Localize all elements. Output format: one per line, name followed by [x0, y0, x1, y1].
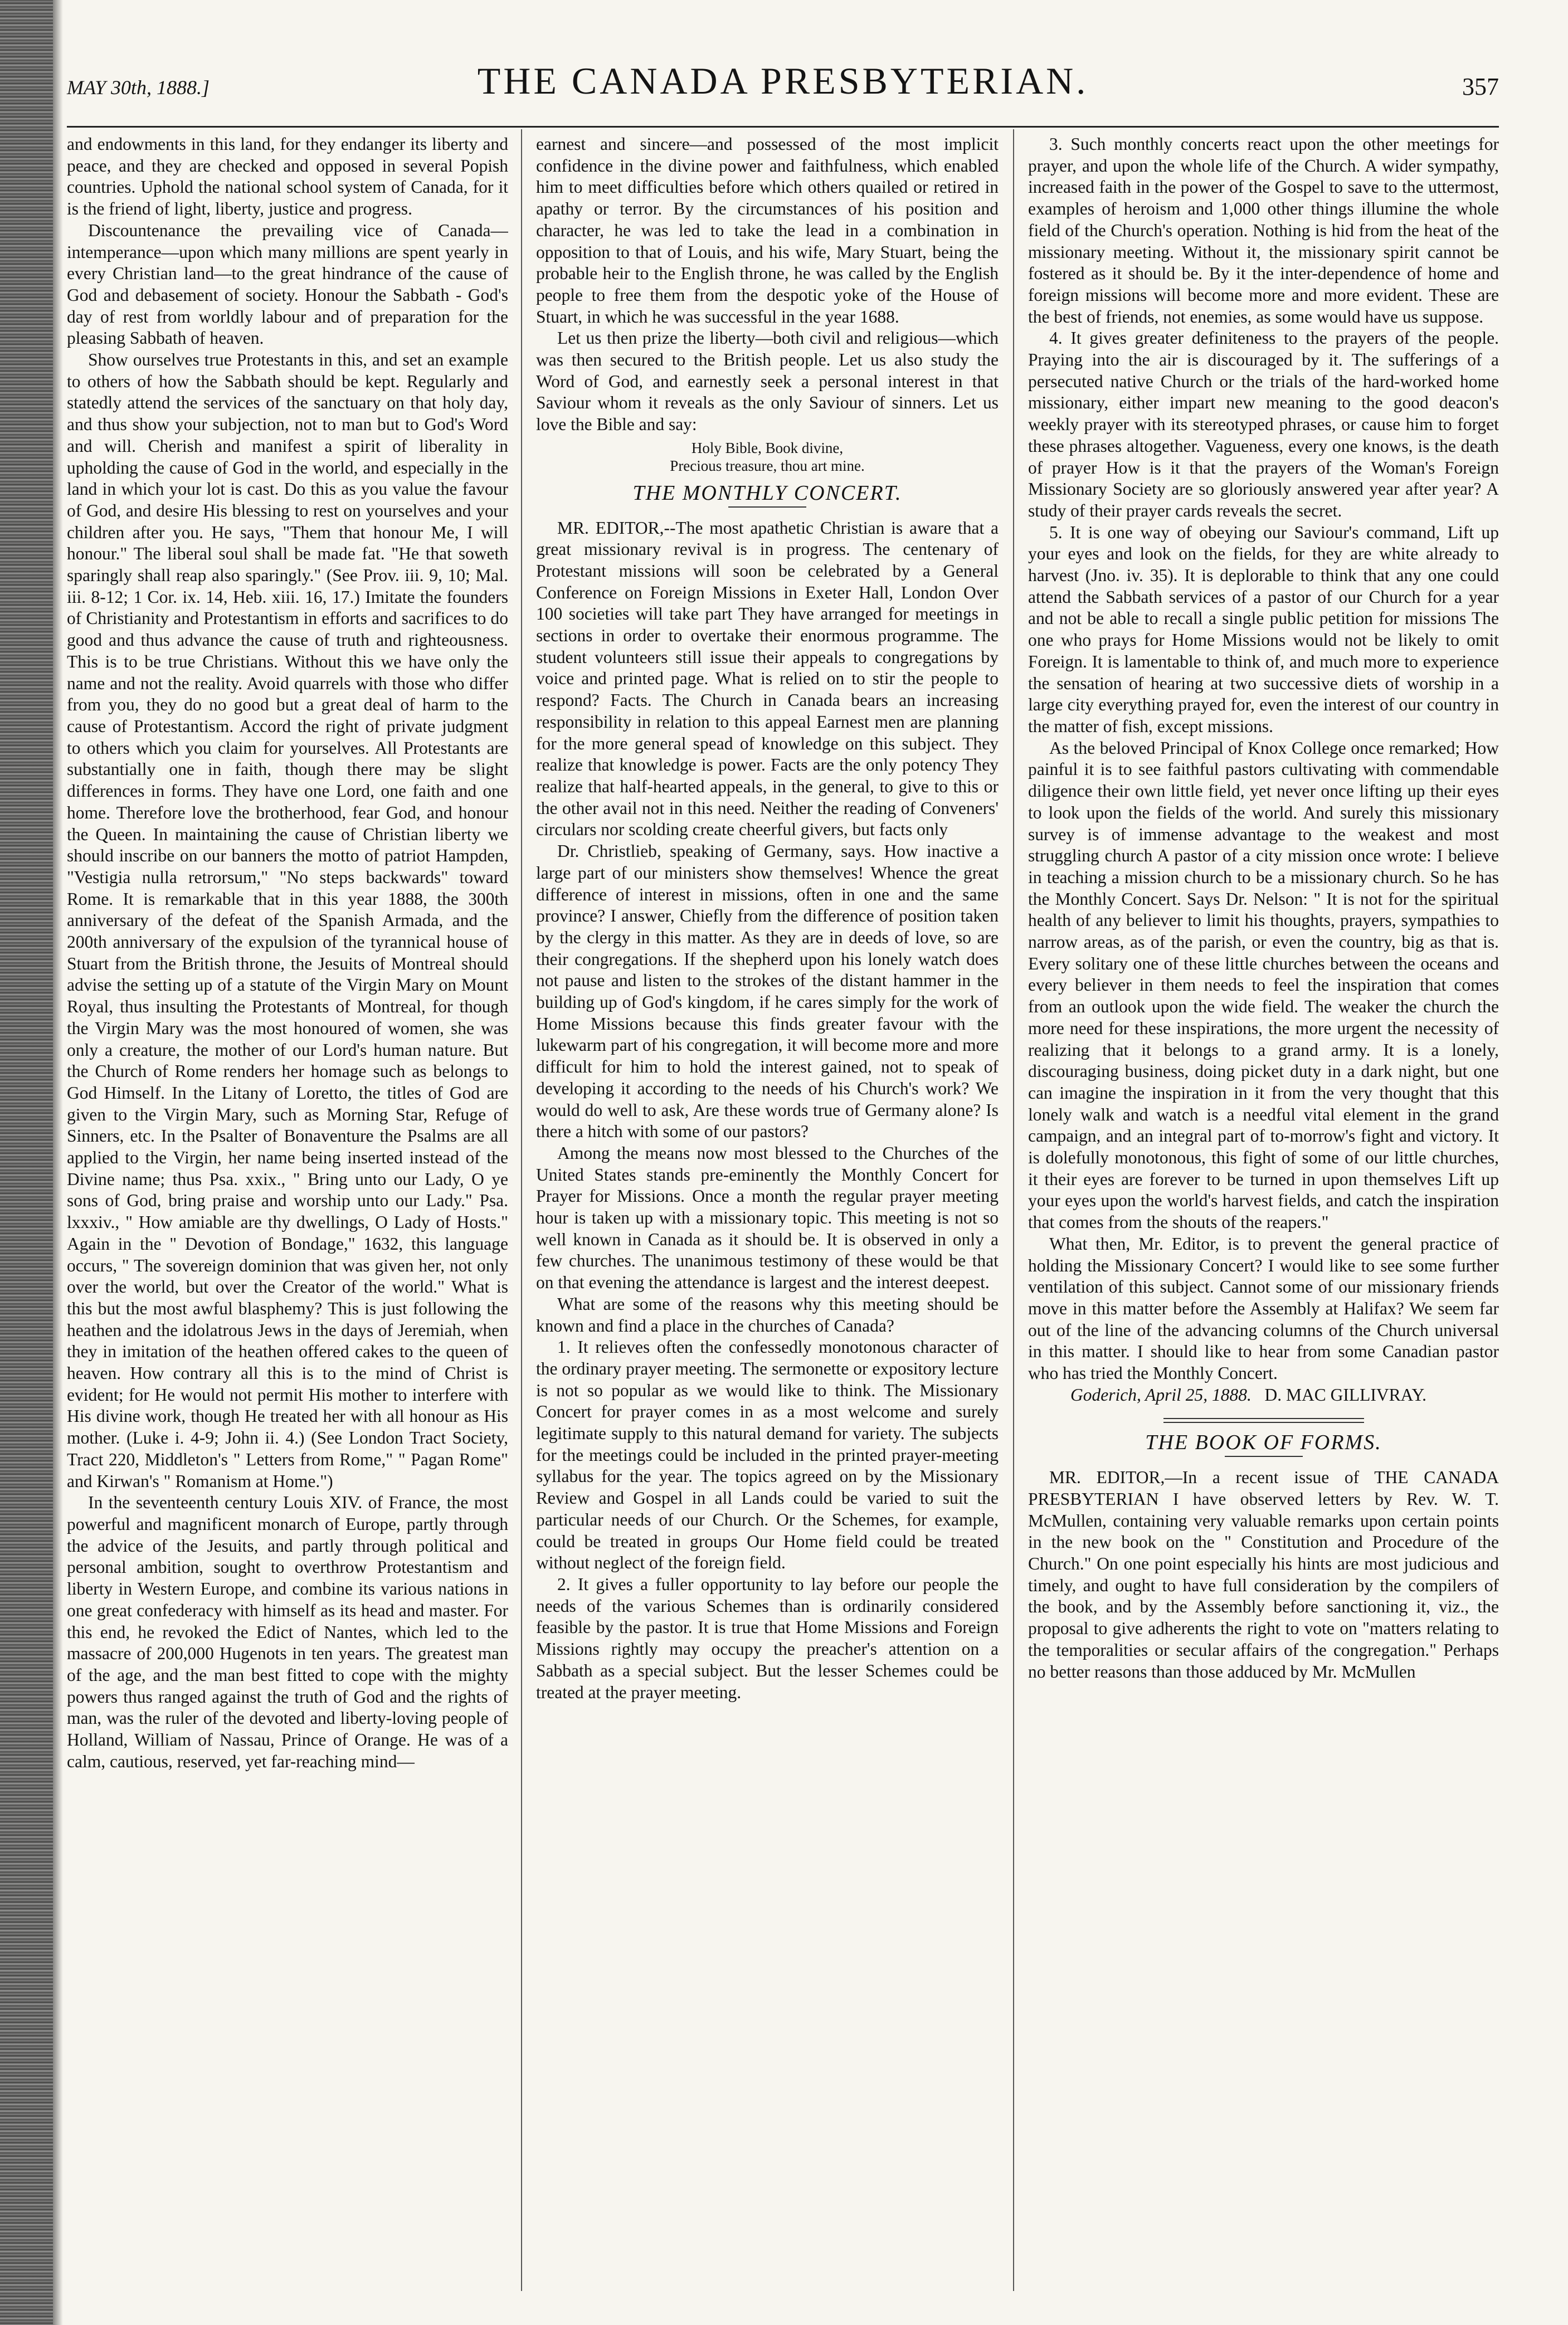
paragraph: MR. EDITOR,--The most apathetic Christian is aware that a great missionary revival is in progress. The centenary of Protestant missions will soon be celebrated by a General Conference on Foreign Missions in Exeter Hall, London Over 100 societies will take part They have arranged for meetings in sections in order to overtake their enormous programme. The student volunteers still issue their appeals to congregations by voice and printed page. What is relied on to stir the people to respond? Facts. The Church in Canada bears an increasing responsibility in relation to this appeal Earnest men are planning for the more general spead of knowledge on this subject. They realize that knowledge is power. Facts are the only potency They realize that half-hearted appeals, in the general, to give to this or the other avail not in this need. Neither the reading of Conveners' circulars nor scolding create cheerful givers, but facts only	[536, 518, 999, 840]
paragraph: MR. EDITOR,—In a recent issue of THE CANADA PRESBYTERIAN I have observed letters by Rev. W. T. McMullen, containing very valuable remarks upon certain points in the new book on the " Constitution and Procedure of the Church." On one point especially his hints are most judicious and timely, and ought to have full consideration by the compilers of the book, and by the Assembly before sanctioning it, viz., the proposal to give adherents the right to vote on "matters relating to the temporalities or secular affairs of the congregation." Perhaps no better reasons than those adduced by Mr. McMullen	[1028, 1468, 1499, 1681]
newspaper-title: THE CANADA PRESBYTERIAN.	[477, 60, 1089, 102]
section-title-monthly-concert: THE MONTHLY CONCERT.	[632, 481, 902, 505]
paragraph: Show ourselves true Protestants in this, and set an example to others of how the Sabbath should be kept. Regularly and statedly attend the services of the sanctuary on that holy day, and thus show your subjection, not to man but to God's Word and will. Cherish and manifest a spirit of liberality in upholding the cause of God in the world, and especially in the land in which your lot is cast. Do this as you value the favour of God, and desire His blessing to rest on yourselves and your children after you. He says, "Them that honour Me, I will honour." The liberal soul shall be made fat. "He that soweth sparingly shall reap also sparingly." (See Prov. iii. 9, 10; Mal. iii. 8-12; 1 Cor. ix. 14, Heb. xiii. 16, 17.) Imitate the founders of Christianity and Protestantism in efforts and sacrifices to do good and thus advance the cause of truth and righteousness. This is to be true Christians. Without this we have only the name and not the reality. Avoid quarrels with those who differ from you, they do no good but a great deal of harm to the cause of Protestantism. Accord the right of private judgment to others which you claim for yourselves. All Protestants are substantially one in faith, though there may be slight differences in forms. They have one Lord, one faith and one home. Therefore love the brotherhood, fear God, and honour the Queen. In maintaining the cause of Christian liberty we should inscribe on our banners the motto of patriot Hampden, "Vestigia nulla retrorsum," "No steps backwards" toward Rome. It is remarkable that in this year 1888, the 300th anniversary of the defeat of the Spanish Armada, and the 200th anniversary of the expulsion of the tyrannical house of Stuart from the British throne, the Jesuits of Montreal should advise the setting up of a statute of the Virgin Mary on Mount Royal, thus insulting the Protestants of Montreal, for though the Virgin Mary was the most honoured of women, she was only a creature, the mother of our Lord's human nature. But the Church of Rome renders her homage such as belongs to God Himself. In the Litany of Loretto, the titles of God are given to the Virgin Mary, such as Morning Star, Refuge of Sinners, etc. In the Psalter of Bonaventure the Psalms are all applied to the Virgin, her name being inserted instead of the Divine name; thus Psa. xxix., " Bring unto our Lady, O ye sons of God, bring praise and worship unto our Lady." Psa. lxxxiv., " How amiable are thy dwellings, O Lady of Hosts." Again in the " Devotion of Bondage," 1632, this language occurs, " The sovereign dominion that was given her, not only over the world, but over the Creator of the world." What is this but the most awful blasphemy? This is just following the heathen and the idolatrous Jews in the days of Jeremiah, when they in imitation of the heathen offered cakes to the queen of heaven. How contrary all this is to the mind of Christ is evident; for He would not permit His mother to interfere with His divine work, though He treated her with all honour as His mother. (Luke i. 4-9; John ii. 4.) (See London Tract Society, Tract 220, Middleton's " Letters from Rome," " Pagan Rome" and Kirwan's " Romanism at Home.")	[67, 350, 508, 1491]
article-separator	[1163, 1418, 1364, 1423]
paragraph: 3. Such monthly concerts react upon the other meetings for prayer, and upon the whole life of the Church. A wider sympathy, increased faith in the power of the Gospel to save to the uttermost, examples of heroism and 1,000 other things illumine the whole field of the Church's operation. Nothing is hid from the heat of the missionary meeting. Without it, the missionary spirit cannot be fostered as it should be. By it the inter-dependence of home and foreign missions will become more and more evident. These are the best of friends, not enemies, as some would have us suppose.	[1028, 134, 1499, 326]
verse-line: Holy Bible, Book divine,	[691, 439, 844, 456]
paragraph: As the beloved Principal of Knox College once remarked; How painful it is to see faithful pastors cultivating with commendable diligence their own little field, yet never once lifting up their eyes to look upon the fields of the world. And surely this missionary survey is of immense advantage to the weakest and most struggling church A pastor of a city mission once wrote: I believe in teaching a mission church to be a missionary church. So he has the Monthly Concert. Says Dr. Nelson: " It is not for the spiritual health of any believer to limit his thoughts, prayers, sympathies to narrow areas, as of the parish, or even the country, big as that is. Every solitary one of these little churches between the oceans and every believer in them needs to feel the inspiration that comes from an outlook upon the wide field. The weaker the church the more need for these inspirations, the more urgent the necessity of realizing that it belongs to a grand army. It is a lonely, discouraging business, doing picket duty in a dark night, but one can imagine the inspiration in it from the very thought that this lonely walk and watch is a needful vital element in the grand campaign, and an integral part of to-morrow's fight and victory. It is dolefully monotonous, this fight of some of our little churches, it their eyes are forever to be turned in upon themselves Lift up your eyes upon the world's harvest fields, and catch the inspiration that comes from the shouts of the reapers."	[1028, 738, 1499, 1232]
section-rule	[1225, 1456, 1303, 1457]
paragraph: In the seventeenth century Louis XIV. of France, the most powerful and magnificent monarch of Europe, partly through the advice of the Jesuits, and partly through political and personal ambition, sought to overthrow Protestantism and liberty in Western Europe, and combine its various nations in one great confederacy with himself as its head and master. For this end, he revoked the Edict of Nantes, which led to the massacre of 200,000 Hugenots in ten years. The greatest man of the age, and the man best fitted to cope with the mighty powers thus ranged against the truth of God and the rights of man, was the ruler of the devoted and liberty-loving people of Holland, William of Nassau, Prince of Orange. He was of a calm, cautious, reserved, yet far-reaching mind—	[67, 1493, 508, 1771]
paragraph: What then, Mr. Editor, is to prevent the general practice of holding the Missionary Concert? I would like to see some further ventilation of this subject. Cannot some of our missionary friends move in this matter before the Assembly at Halifax? We seem far out of the line of the advancing columns of the Church universal in this matter. I should like to hear from some Canadian pastor who has tried the Monthly Concert.	[1028, 1234, 1499, 1383]
verse-quote	[536, 439, 999, 475]
paragraph: earnest and sincere—and possessed of the most implicit confidence in the divine power and faithfulness, which enabled him to meet difficulties before which others quailed or retired in apathy or terror. By the circumstances of his position and character, he was led to take the lead in a combination in opposition to that of Louis, and his wife, Mary Stuart, being the probable heir to the English throne, he was called by the English people to free them from the despotic yoke of the House of Stuart, in which he was successful in the year 1688.	[536, 134, 999, 326]
paragraph: Discountenance the prevailing vice of Canada—intemperance—upon which many millions are spent yearly in every Christian land—to the great hindrance of the cause of God and debasement of society. Honour the Sabbath - God's day of rest from worldly labour and of preparation for the pleasing Sabbath of heaven.	[67, 220, 508, 348]
section-title-book-of-forms: THE BOOK OF FORMS.	[1145, 1431, 1382, 1455]
paragraph: 2. It gives a fuller opportunity to lay before our people the needs of the various Schemes than is ordinarily considered feasible by the pastor. It is true that Home Missions and Foreign Missions rightly may occupy the preacher's attention on a Sabbath as a special subject. But the lesser Schemes could be treated at the prayer meeting.	[536, 1575, 999, 1702]
paragraph: 4. It gives greater definiteness to the prayers of the people. Praying into the air is discouraged by it. The sufferings of a persecuted native Church or the trials of the hard-worked home missionary, either impart new meaning to the good deacon's weekly prayer with its stereotyped phrases, or cause him to forget these phrases altogether. Vagueness, every one knows, is the death of prayer How is it that the prayers of the Woman's Foreign Missionary Society are so gloriously answered year after year? A study of their prayer cards reveals the secret.	[1028, 328, 1499, 520]
signature-name: D. MAC GILLIVRAY.	[1264, 1385, 1427, 1405]
page-header	[67, 56, 1499, 117]
column-2	[536, 134, 999, 2295]
paragraph: and endowments in this land, for they endanger its liberty and peace, and they are checked and opposed in several Popish countries. Uphold the national school system of Canada, for it is the friend of light, liberty, justice and progress.	[67, 134, 508, 219]
column-divider-2	[1013, 129, 1014, 2291]
paragraph: Dr. Christlieb, speaking of Germany, says. How inactive a large part of our ministers show themselves! Whence the great difference of interest in missions, often in one and the same province? I answer, Chiefly from the difference of position taken by the clergy in this matter. As they are in deeds of love, so are their congregations. If the shepherd upon his lonely watch does not pause and listen to the strokes of the distant hammer in the building up of God's kingdom, if he cares simply for the work of Home Missions because this finds greater favour with the lukewarm part of his congregation, it will become more and more difficult for him to hold the interest gained, not to speak of developing it according to the needs of his Church's work? We would do well to ask, Are these words true of Germany alone? Is there a hitch with some of our pastors?	[536, 841, 999, 1142]
column-1	[67, 134, 508, 2295]
binding-gutter	[0, 0, 53, 2325]
verse-line: Precious treasure, thou art mine.	[670, 457, 865, 474]
column-3	[1028, 134, 1499, 2295]
paragraph: 1. It relieves often the confessedly monotonous character of the ordinary prayer meeting. The sermonette or expository lecture is not so popular as we would like to think. The Missionary Concert for prayer comes in as a most welcome and surely legitimate supply to this natural demand for variety. The subjects for the meetings could be included in the printed prayer-meeting syllabus for the year. The topics agreed on by the Missionary Review and Gospel in all Lands could be varied to suit the particular needs of our Church. Or the Schemes, for example, could be treated in groups Our Home field could be treated without neglect of the foreign field.	[536, 1337, 999, 1573]
paragraph: What are some of the reasons why this meeting should be known and find a place in the churches of Canada?	[536, 1294, 999, 1335]
issue-date: MAY 30th, 1888.]	[67, 76, 210, 99]
letter-signature	[1028, 1385, 1499, 1406]
page-number: 357	[1462, 73, 1499, 100]
paragraph: Let us then prize the liberty—both civil and religious—which was then secured to the British people. Let us also study the Word of God, and earnestly seek a personal interest in that Saviour whom it reveals as the only Saviour of sinners. Let us love the Bible and say:	[536, 328, 999, 435]
paragraph: Among the means now most blessed to the Churches of the United States stands pre-eminently the Monthly Concert for Prayer for Missions. Once a month the regular prayer meeting hour is taken up with a missionary topic. This meeting is not so well known in Canada as it should be. It is observed in only a few churches. The unanimous testimony of these would be that on that evening the attendance is largest and the interest deepest.	[536, 1143, 999, 1293]
section-rule	[728, 506, 806, 508]
header-rule	[67, 126, 1499, 128]
paragraph: 5. It is one way of obeying our Saviour's command, Lift up your eyes and look on the fields, for they are white already to harvest (Jno. iv. 35). It is deplorable to think that any one could attend the Sabbath services of a pastor of our Church for a year and not be able to recall a single public petition for missions The one who prays for Home Missions would not be likely to omit Foreign. It is lamentable to think of, and much more to experience the sensation of hearing at two successive diets of worship in a large city everything prayed for, even the interest of our country in the matter of fish, except missions.	[1028, 522, 1499, 736]
column-divider-1	[521, 129, 522, 2291]
binding-shadow	[53, 0, 63, 2325]
signature-place-date: Goderich, April 25, 1888.	[1070, 1385, 1252, 1405]
